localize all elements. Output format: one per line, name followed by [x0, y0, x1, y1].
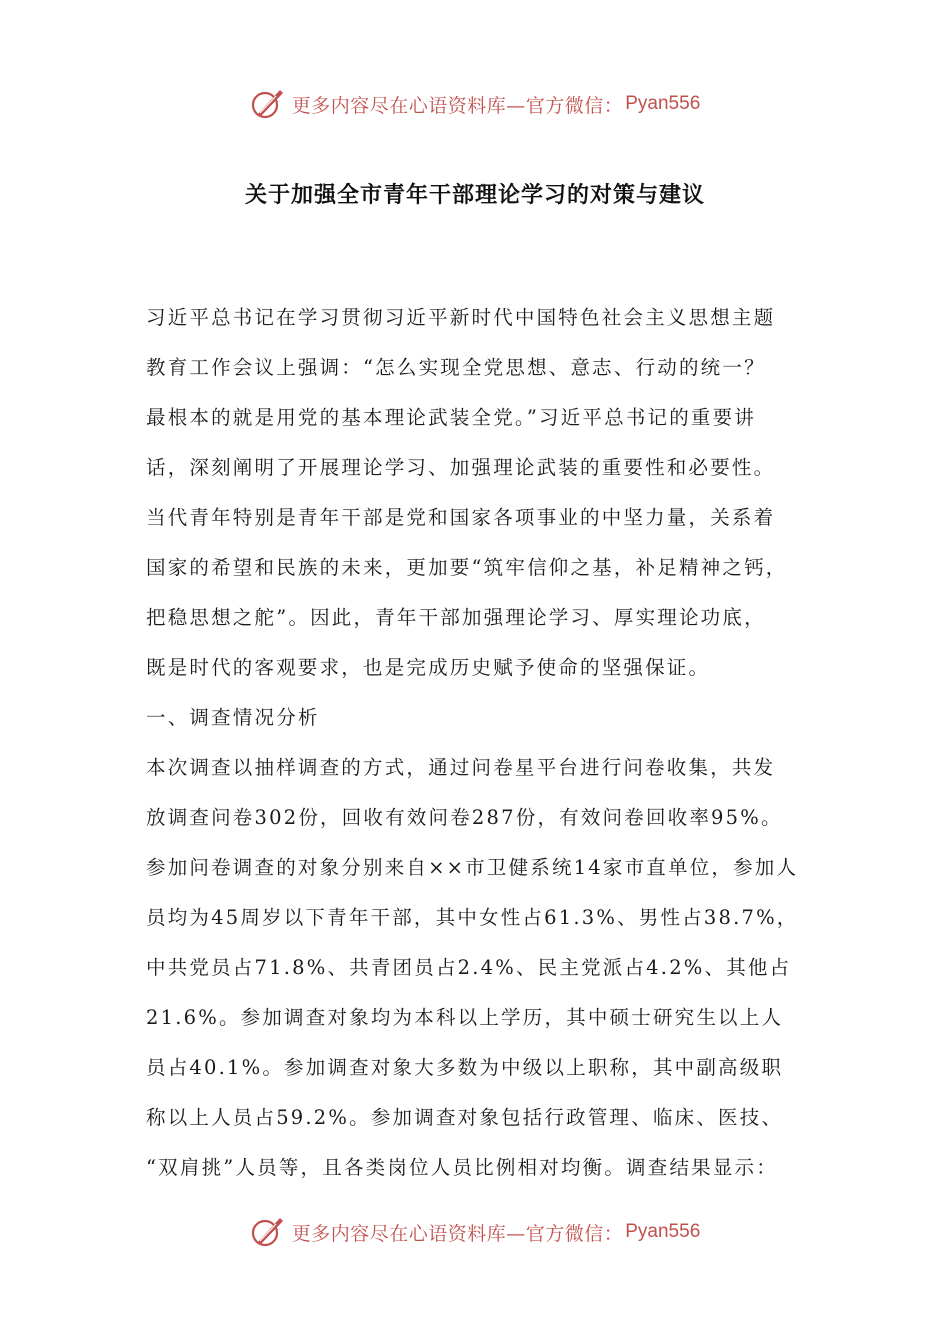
footer-watermark: [0, 1212, 950, 1252]
body-line: 21.6%。参加调查对象均为本科以上学历，其中硕士研究生以上人: [146, 1006, 784, 1029]
body-line: 既是时代的客观要求，也是完成历史赋予使命的坚强保证。: [146, 656, 711, 679]
body-line: 把稳思想之舵”。因此，青年干部加强理论学习、厚实理论功底，: [146, 606, 766, 629]
quill-logo-icon: [250, 86, 286, 122]
body-line: 教育工作会议上强调：“怎么实现全党思想、意志、行动的统一？: [146, 356, 766, 379]
body-line: 员均为45周岁以下青年干部，其中女性占61.3%、男性占38.7%，: [146, 906, 799, 929]
watermark-wechat-id: Pyan556: [625, 1221, 701, 1242]
section-heading: 一、调查情况分析: [146, 706, 320, 729]
body-line: “双肩挑”人员等，且各类岗位人员比例相对均衡。调查结果显示：: [146, 1156, 778, 1179]
document-title: 关于加强全市青年干部理论学习的对策与建议: [244, 183, 705, 208]
body-line: 习近平总书记在学习贯彻习近平新时代中国特色社会主义思想主题: [146, 306, 776, 329]
body-line: 中共党员占71.8%、共青团员占2.4%、民主党派占4.2%、其他占: [146, 956, 792, 979]
body-line: 放调查问卷302份，回收有效问卷287份，有效问卷回收率95%。: [146, 806, 783, 829]
body-line: 当代青年特别是青年干部是党和国家各项事业的中坚力量，关系着: [146, 506, 776, 529]
body-line: 话，深刻阐明了开展理论学习、加强理论武装的重要性和必要性。: [146, 456, 776, 479]
body-line: 参加问卷调查的对象分别来自××市卫健系统14家市直单位，参加人: [146, 856, 799, 879]
body-line: 本次调查以抽样调查的方式，通过问卷星平台进行问卷收集，共发: [146, 756, 776, 779]
body-line: 最根本的就是用党的基本理论武装全党。”习近平总书记的重要讲: [146, 406, 757, 429]
quill-logo-icon: [250, 1214, 286, 1250]
watermark-text: 更多内容尽在心语资料库—官方微信：: [291, 1222, 624, 1245]
body-line: 员占40.1%。参加调查对象大多数为中级以上职称，其中副高级职: [146, 1056, 784, 1079]
body-line: 称以上人员占59.2%。参加调查对象包括行政管理、临床、医技、: [146, 1106, 784, 1129]
body-line: 国家的希望和民族的未来，更加要“筑牢信仰之基，补足精神之钙，: [146, 556, 788, 579]
document-body: [146, 293, 826, 1193]
watermark-wechat-id: Pyan556: [625, 93, 701, 114]
watermark-text: 更多内容尽在心语资料库—官方微信：: [291, 94, 624, 117]
header-watermark: [0, 84, 950, 124]
